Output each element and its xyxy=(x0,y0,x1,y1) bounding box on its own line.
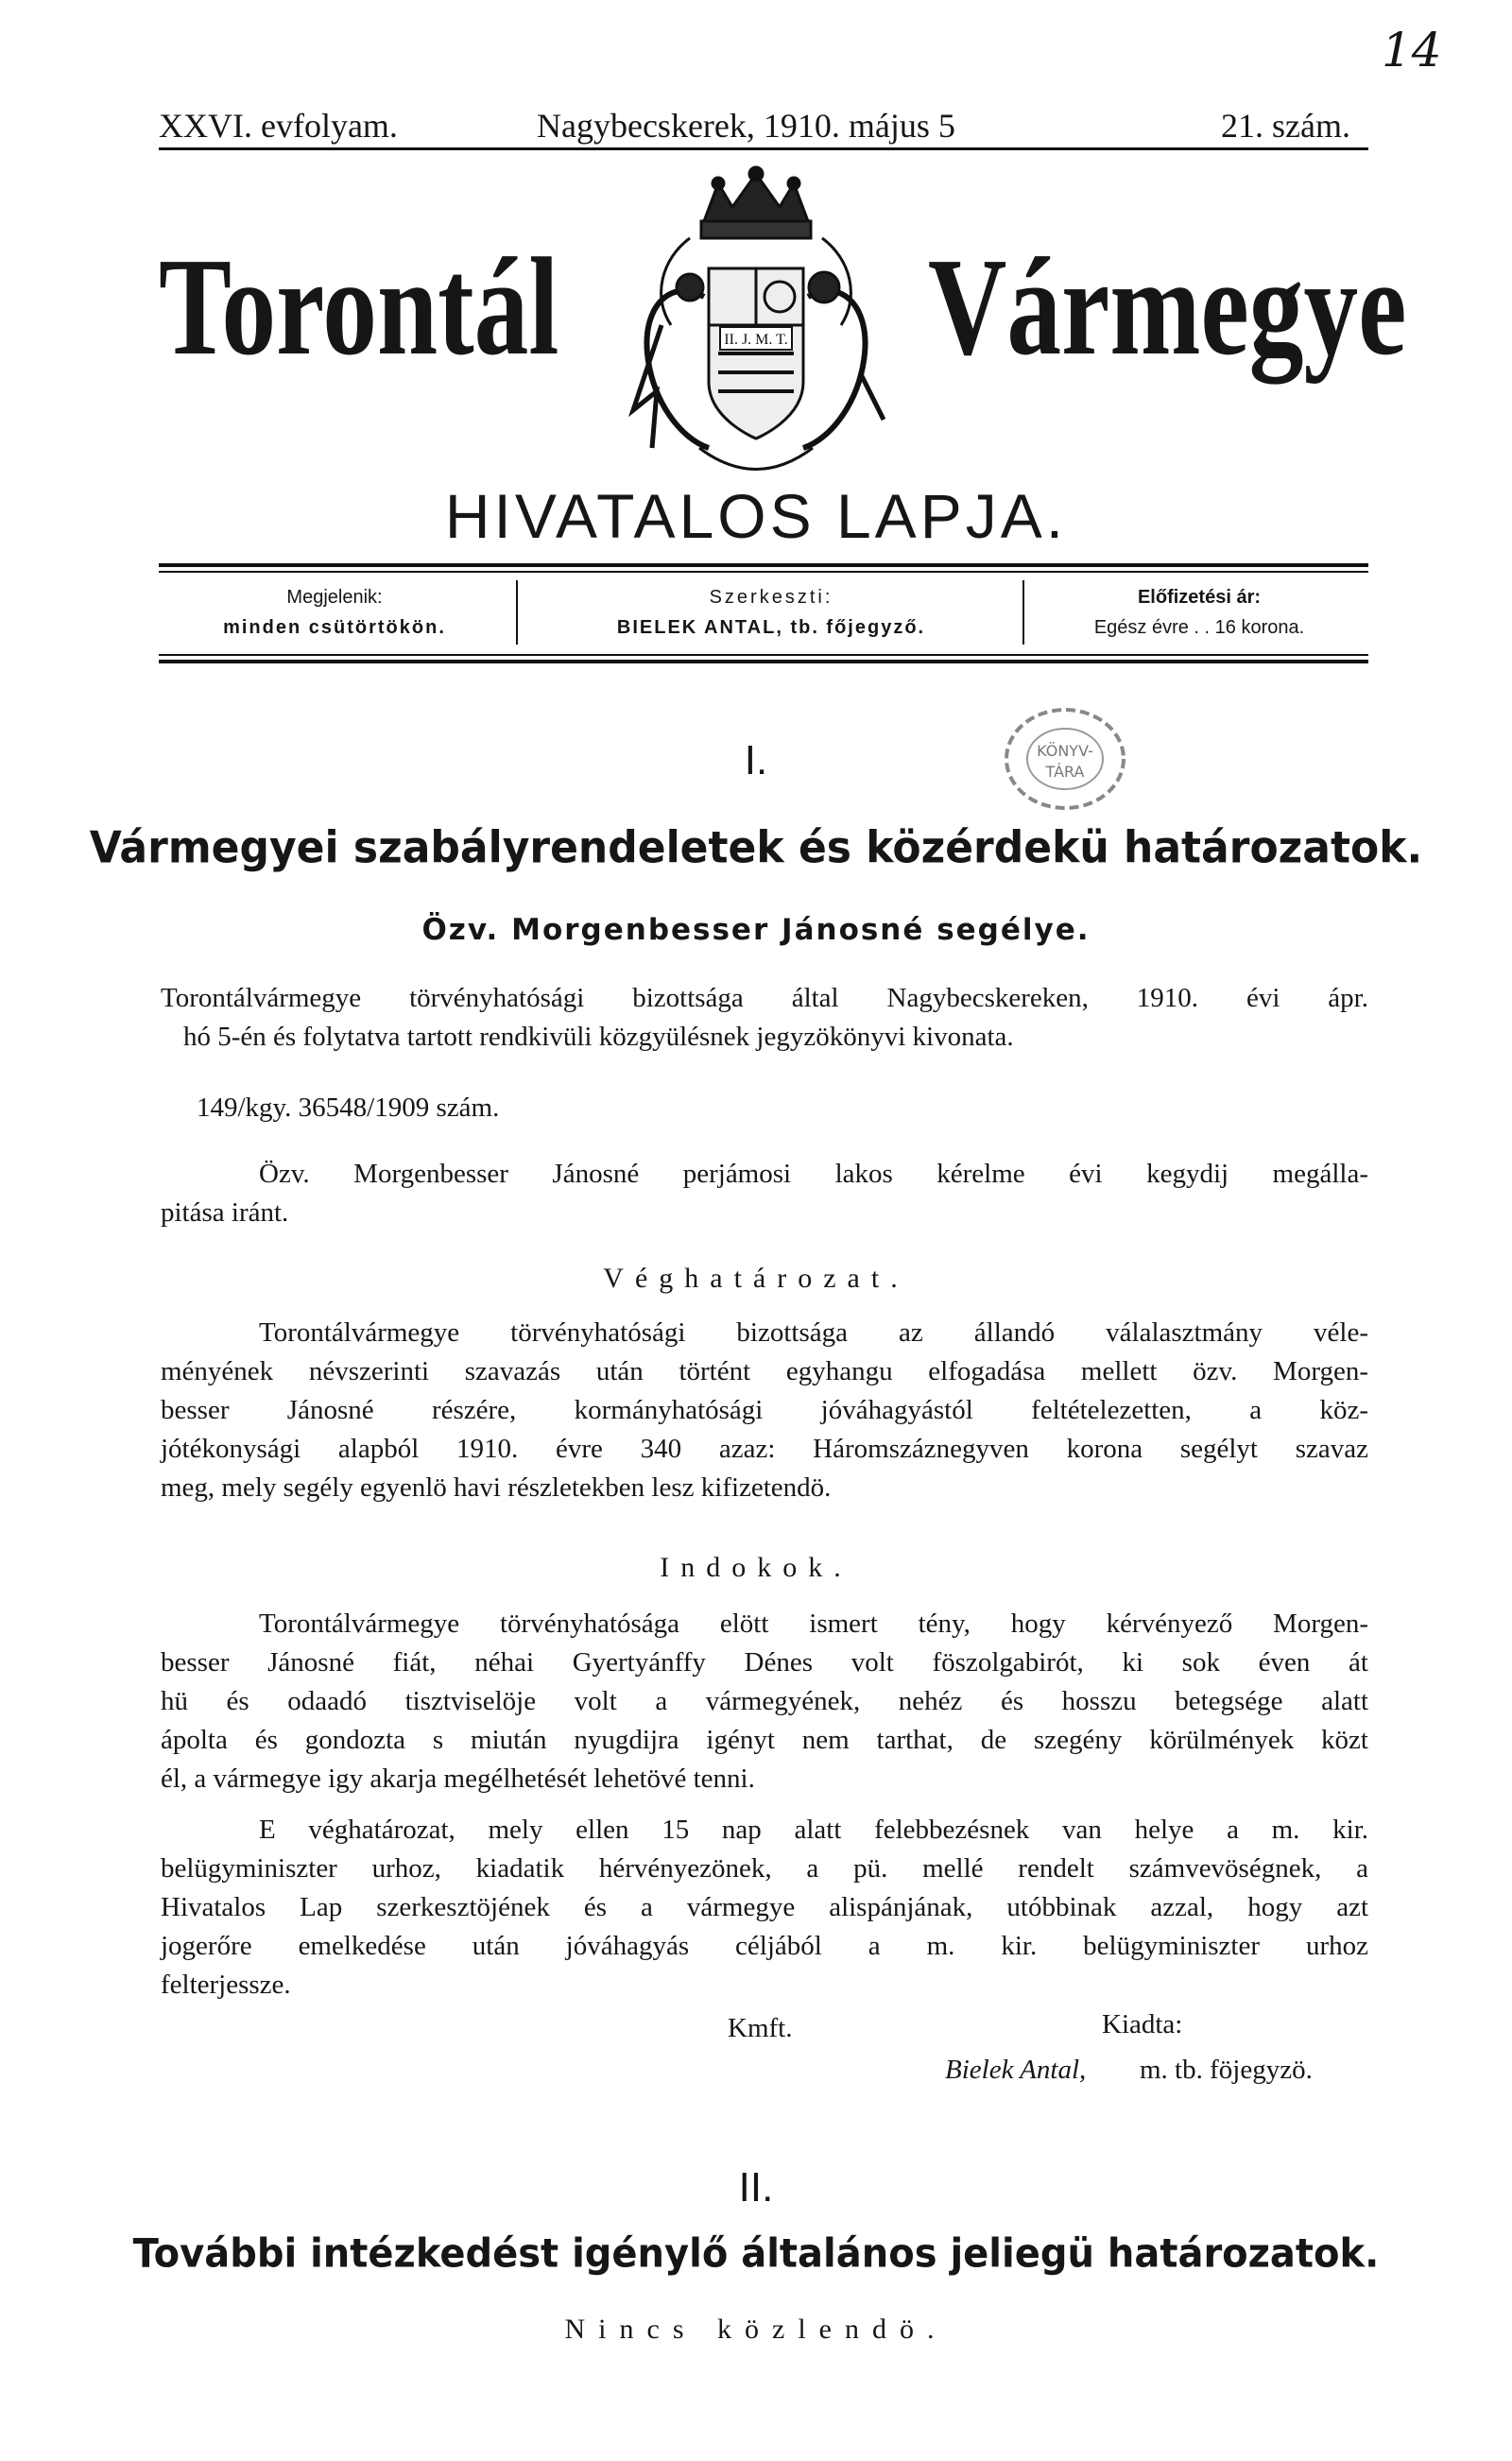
reasons-paragraph: Torontálvármegye törvényhatósága elött ismert tény, hogy kérvényező Morgen- besser Jánosné fiát, néhai Gyertyánffy Dénes volt föszolgabirót, ki sok éven át hü és odaadó tisztviselöje volt a vármegyének, nehéz és hosszu betegsége alatt ápolta és gondozta s miután nyugdijra igényt nem tarthat, de szegény körülmények közt él, a vármegye igy akarja megélhetését lehetövé tenni. xyxy=(161,1609,1368,1794)
signature-name: Bielek Antal, xyxy=(945,2055,1087,2085)
issue-header xyxy=(159,106,1368,144)
publication-schedule: Megjelenik: minden csütörtökön. xyxy=(223,587,446,638)
section-2-title: További intézkedést igénylő általános jeliegü határozatok. xyxy=(132,2230,1380,2278)
section-1-number: I. xyxy=(744,737,768,783)
reasons-heading: Indokok. xyxy=(660,1552,852,1583)
reference-number: 149/kgy. 36548/1909 szám. xyxy=(197,1093,500,1123)
issued-by-label: Kiadta: xyxy=(1102,2009,1183,2039)
info-rule-bottom xyxy=(159,654,1368,656)
masthead-rule-top xyxy=(159,563,1368,567)
masthead-left-word: Torontál xyxy=(159,230,559,385)
editor-info: Szerkeszti: BIELEK ANTAL, tb. főjegyző. xyxy=(616,587,926,638)
masthead-subtitle: HIVATALOS LAPJA. xyxy=(444,481,1068,551)
info-divider-2 xyxy=(1022,580,1024,645)
archive-number: 14 xyxy=(1382,23,1442,77)
crest-label: II. J. M. T. xyxy=(724,332,788,348)
section-2-number: II. xyxy=(738,2164,774,2211)
section-1-title: Vármegyei szabályrendeletek és közérdekü határozatok. xyxy=(89,822,1423,874)
issue-number: 21. szám. xyxy=(1221,107,1350,145)
place-date: Nagybecskerek, 1910. május 5 xyxy=(537,107,955,145)
masthead-rule-top-thin xyxy=(159,571,1368,573)
header-rule xyxy=(159,147,1368,150)
kmft-label: Kmft. xyxy=(728,2013,793,2043)
stamp-line-2: TÁRA xyxy=(1045,763,1085,781)
section-2-note: Nincs közlendö. xyxy=(564,2314,948,2345)
decision-heading: Véghatározat. xyxy=(603,1263,909,1294)
signature-title: m. tb. föjegyzö. xyxy=(1140,2055,1313,2085)
intro-paragraph: Torontálvármegye törvényhatósági bizottsága által Nagybecskereken, 1910. évi ápr. hó 5-én és folytatva tartott rendkivüli közgyülésnek jegyzökönyvi kivonata. xyxy=(161,983,1368,1052)
info-rule-bottom-thick xyxy=(159,660,1368,663)
decision-paragraph: Torontálvármegye törvényhatósági bizottsága az állandó válalasztmány véle- ményének névszerinti szavazás után történt egyhangu elfogadása mellett özv. Morgen- besser Jánosné részére, kormányhatósági jóváhagyástól feltételezetten, a köz- jótékonysági alapból 1910. évre 340 azaz: Háromszáznegyven korona segélyt szavaz meg, mely segély egyenlö havi részletekben lesz kifizetendö. xyxy=(161,1317,1368,1503)
petition-paragraph: Özv. Morgenbesser Jánosné perjámosi lakos kérelme évi kegydij megálla- pitása iránt. xyxy=(161,1159,1368,1228)
stamp-line-1: KÖNYV- xyxy=(1037,742,1093,760)
volume-label: XXVI. evfolyam. xyxy=(159,107,398,145)
article-subtitle: Özv. Morgenbesser Jánosné segélye. xyxy=(421,913,1091,947)
coat-of-arms-emblem xyxy=(614,164,898,482)
subscription-price: Előfizetési ár: Egész évre . . 16 korona. xyxy=(1093,587,1305,638)
appeal-paragraph: E véghatározat, mely ellen 15 nap alatt felebbezésnek van helye a m. kir. belügyminiszter urhoz, kiadatik hérvényezönek, a pü. mellé rendelt számvevöségnek, a Hivatalos Lap szerkesztöjének és a vármegye alispánjának, utóbbinak azzal, hogy azt jogerőre emelkedése után jóváhagyás céljából a m. kir. belügyminiszter urhoz felterjessze. xyxy=(161,1815,1368,2000)
info-divider-1 xyxy=(516,580,518,645)
masthead-right-word: Vármegye xyxy=(928,230,1407,385)
